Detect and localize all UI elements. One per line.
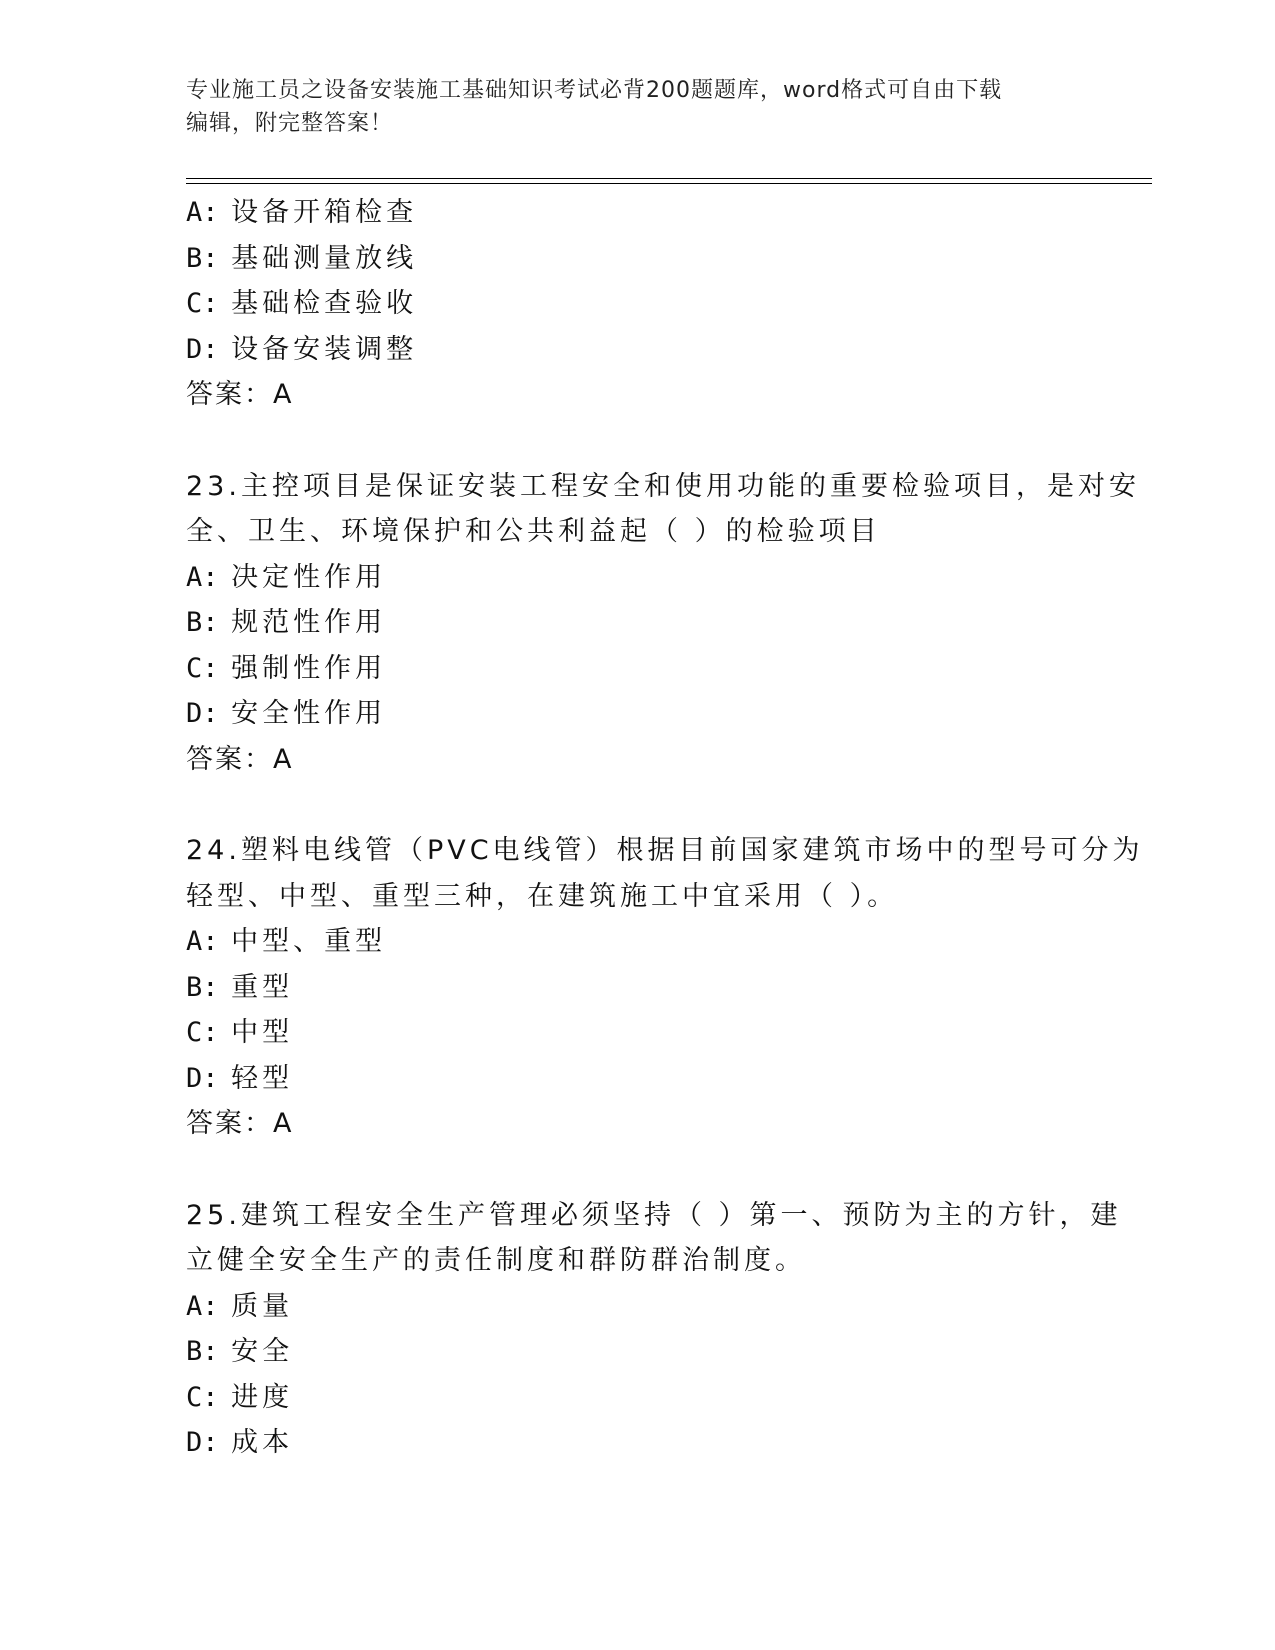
question-list bbox=[186, 190, 1144, 1466]
answer: 答案：A bbox=[186, 379, 294, 410]
option-a bbox=[186, 919, 1086, 965]
question-24 bbox=[186, 828, 1144, 1147]
option-label: D: bbox=[186, 1427, 219, 1458]
option-d bbox=[186, 1056, 1086, 1102]
option-text: 安全性作用 bbox=[231, 698, 387, 729]
option-label: B: bbox=[186, 242, 219, 274]
option-label: A: bbox=[186, 561, 219, 593]
option-text: 设备开箱检查 bbox=[231, 197, 418, 228]
option-a bbox=[186, 190, 1086, 236]
question-text-line2: 立健全安全生产的责任制度和群防群治制度。 bbox=[186, 1245, 806, 1276]
option-b bbox=[186, 236, 1086, 282]
question-text-line2: 轻型、中型、重型三种，在建筑施工中宜采用（ ）。 bbox=[186, 880, 899, 912]
option-text: 轻型 bbox=[231, 1062, 294, 1094]
question-22 bbox=[186, 190, 1086, 418]
option-text: 中型 bbox=[231, 1017, 294, 1048]
option-a bbox=[186, 1284, 1086, 1330]
option-text: 规范性作用 bbox=[231, 607, 387, 638]
option-text: 成本 bbox=[231, 1427, 294, 1458]
header-title-line1: 专业施工员之设备安装施工基础知识考试必背200题题库，word格式可自由下载 bbox=[186, 78, 1003, 103]
option-text: 进度 bbox=[231, 1381, 294, 1413]
header-divider-bottom bbox=[186, 183, 1152, 184]
option-label: C: bbox=[186, 652, 219, 684]
answer: 答案：A bbox=[186, 743, 294, 775]
option-c bbox=[186, 1375, 1086, 1421]
option-b bbox=[186, 1329, 1086, 1375]
option-text: 设备安装调整 bbox=[231, 333, 418, 365]
option-text: 基础测量放线 bbox=[231, 242, 418, 274]
option-label: C: bbox=[186, 288, 219, 319]
question-23 bbox=[186, 464, 1140, 783]
option-c bbox=[186, 1010, 1086, 1056]
option-text: 决定性作用 bbox=[231, 561, 387, 593]
option-label: C: bbox=[186, 1381, 219, 1413]
option-label: D: bbox=[186, 1062, 219, 1094]
question-text-line2: 全、卫生、环境保护和公共利益起（ ）的检验项目 bbox=[186, 516, 881, 547]
option-text: 中型、重型 bbox=[231, 926, 387, 957]
option-label: C: bbox=[186, 1017, 219, 1048]
option-label: D: bbox=[186, 698, 219, 729]
header-divider-top bbox=[186, 178, 1152, 179]
option-text: 基础检查验收 bbox=[231, 288, 418, 319]
option-b bbox=[186, 600, 1086, 646]
option-d bbox=[186, 691, 1086, 737]
option-text: 安全 bbox=[231, 1336, 294, 1367]
option-c bbox=[186, 281, 1086, 327]
option-d bbox=[186, 1420, 1086, 1466]
option-text: 质量 bbox=[231, 1290, 294, 1322]
option-label: A: bbox=[186, 1290, 219, 1322]
option-label: D: bbox=[186, 333, 219, 365]
question-text-line1: 25.建筑工程安全生产管理必须坚持（ ）第一、预防为主的方针，建 bbox=[186, 1199, 1122, 1231]
answer: 答案：A bbox=[186, 1108, 294, 1139]
option-label: B: bbox=[186, 607, 219, 638]
document-header bbox=[186, 74, 1066, 140]
option-label: A: bbox=[186, 926, 219, 957]
option-d bbox=[186, 327, 1086, 373]
option-label: B: bbox=[186, 971, 219, 1003]
header-title-line2: 编辑，附完整答案！ bbox=[186, 111, 394, 136]
question-text-line1: 23.主控项目是保证安装工程安全和使用功能的重要检验项目，是对安 bbox=[186, 470, 1140, 502]
option-text: 重型 bbox=[231, 971, 294, 1003]
question-25 bbox=[186, 1193, 1122, 1466]
option-b bbox=[186, 965, 1086, 1011]
option-a bbox=[186, 555, 1086, 601]
option-c bbox=[186, 646, 1086, 692]
question-text-line1: 24.塑料电线管（PVC电线管）根据目前国家建筑市场中的型号可分为 bbox=[186, 835, 1144, 866]
option-label: B: bbox=[186, 1336, 219, 1367]
option-text: 强制性作用 bbox=[231, 652, 387, 684]
option-label: A: bbox=[186, 197, 219, 228]
